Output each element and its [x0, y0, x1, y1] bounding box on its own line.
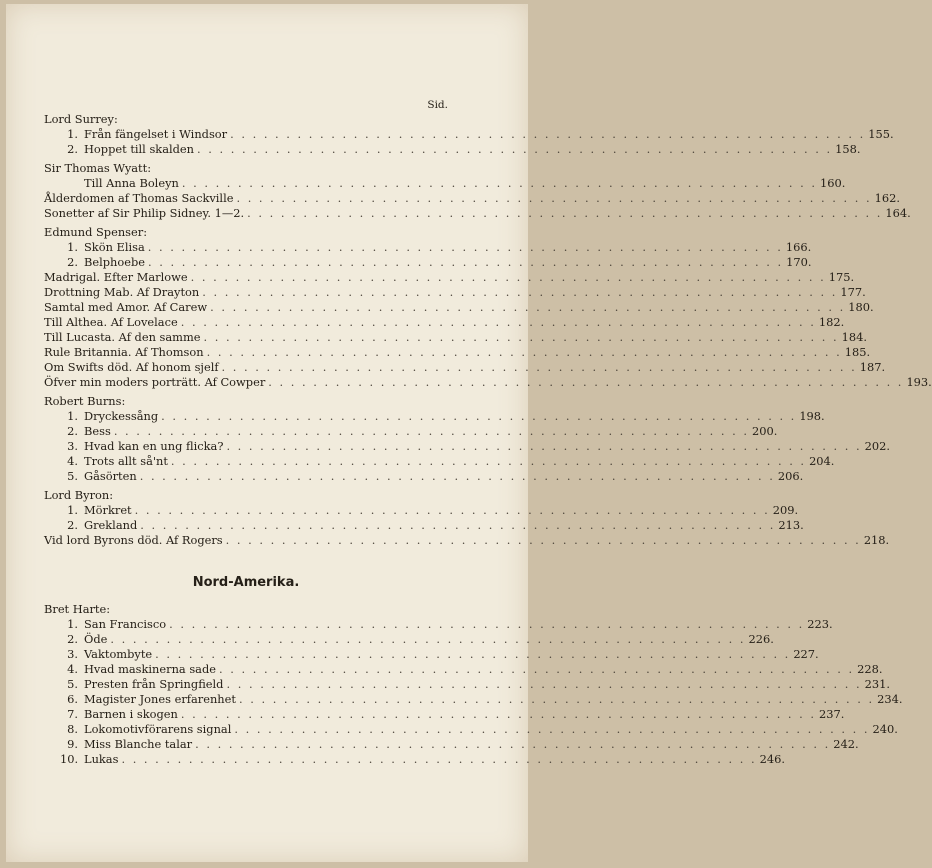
- toc-entry: [44, 632, 774, 647]
- entry-title: Från fängelset i Windsor: [84, 127, 228, 141]
- entry-title: Drottning Mab. Af Drayton: [44, 285, 200, 299]
- entry-number: 4.: [67, 662, 78, 676]
- section-heading: Nord-Amerika.: [192, 575, 300, 590]
- dot-leader: . . . . . . . . . . . . . . . . . . . . . . . . . . . . . . . . . . . . . . . . . . . . . . . . . . . . . . . . .: [139, 469, 775, 483]
- page-number: 246.: [759, 752, 785, 766]
- page-number: 155.: [868, 127, 894, 141]
- page-number: 226.: [748, 632, 774, 646]
- page-number: 213.: [778, 518, 804, 532]
- entry-title: Hvad maskinerna sade: [84, 662, 216, 676]
- page-number: 237.: [819, 707, 845, 721]
- dot-leader: . . . . . . . . . . . . . . . . . . . . . . . . . . . . . . . . . . . . . . . . . . . . . . . . . . . . . . . . .: [147, 240, 783, 254]
- author-heading: Lord Surrey:: [44, 112, 118, 126]
- dot-leader: . . . . . . . . . . . . . . . . . . . . . . . . . . . . . . . . . . . . . . . . . . . . . . . . . . . . . . . . .: [181, 176, 817, 190]
- dot-leader: . . . . . . . . . . . . . . . . . . . . . . . . . . . . . . . . . . . . . . . . . . . . . . . . . . . . . . . . .: [225, 533, 861, 547]
- dot-leader: . . . . . . . . . . . . . . . . . . . . . . . . . . . . . . . . . . . . . . . . . . . . . . . . . . . . . . . . .: [140, 518, 776, 532]
- toc-entry: [44, 375, 932, 390]
- entry-number: 3.: [67, 647, 78, 661]
- dot-leader: . . . . . . . . . . . . . . . . . . . . . . . . . . . . . . . . . . . . . . . . . . . . . . . . . . . . . . . . .: [247, 206, 883, 220]
- dot-leader: . . . . . . . . . . . . . . . . . . . . . . . . . . . . . . . . . . . . . . . . . . . . . . . . . . . . . . . . .: [134, 503, 770, 517]
- toc-entry: [44, 409, 825, 424]
- page-number: 184.: [841, 330, 868, 344]
- toc-entry: [44, 255, 812, 270]
- toc-entry: [44, 240, 812, 255]
- toc-entry: [44, 345, 871, 360]
- toc-entry: [44, 191, 900, 206]
- dot-leader: . . . . . . . . . . . . . . . . . . . . . . . . . . . . . . . . . . . . . . . . . . . . . . . . . . . . . . . . .: [202, 285, 838, 299]
- dot-leader: . . . . . . . . . . . . . . . . . . . . . . . . . . . . . . . . . . . . . . . . . . . . . . . . . . . . . . . . .: [219, 662, 855, 676]
- sid-label: Sid.: [427, 99, 448, 111]
- entry-title: Dryckessång: [84, 409, 159, 423]
- entry-title: Rule Britannia. Af Thomson: [44, 345, 204, 359]
- book-page: [6, 4, 932, 862]
- author-heading: Lord Byron:: [44, 488, 114, 502]
- dot-leader: . . . . . . . . . . . . . . . . . . . . . . . . . . . . . . . . . . . . . . . . . . . . . . . . . . . . . . . . .: [221, 360, 857, 374]
- entry-number: 5.: [67, 677, 78, 691]
- toc-entry: [44, 737, 859, 752]
- entry-number: 9.: [67, 737, 78, 751]
- page-number: 227.: [793, 647, 819, 661]
- page-number: 242.: [833, 737, 859, 751]
- entry-title: Miss Blanche talar: [84, 737, 193, 751]
- page-number: 228.: [857, 662, 883, 676]
- dot-leader: . . . . . . . . . . . . . . . . . . . . . . . . . . . . . . . . . . . . . . . . . . . . . . . . . . . . . . . . .: [230, 127, 866, 141]
- page-number: 182.: [818, 315, 845, 329]
- entry-title: Trots allt så'nt: [84, 454, 168, 468]
- entry-title: Öfver min moders porträtt. Af Cowper: [44, 375, 266, 389]
- page-number: 234.: [877, 692, 903, 706]
- dot-leader: . . . . . . . . . . . . . . . . . . . . . . . . . . . . . . . . . . . . . . . . . . . . . . . . . . . . . . . . .: [161, 409, 797, 423]
- toc-entry: [44, 677, 890, 692]
- entry-title: Ålderdomen af Thomas Sackville: [44, 191, 234, 205]
- entry-title: Presten från Springfield: [84, 677, 224, 691]
- page-number: 223.: [807, 617, 833, 631]
- dot-leader: . . . . . . . . . . . . . . . . . . . . . . . . . . . . . . . . . . . . . . . . . . . . . . . . . . . . . . . . .: [203, 330, 839, 344]
- page-number: 231.: [864, 677, 890, 691]
- entry-title: Madrigal. Efter Marlowe: [44, 270, 188, 284]
- page-number: 162.: [874, 191, 900, 205]
- toc-entry: [44, 722, 898, 737]
- entry-number: 2.: [67, 255, 78, 269]
- page-number: 218.: [863, 533, 890, 547]
- page-number: 240.: [872, 722, 898, 736]
- page-number: 187.: [859, 360, 886, 374]
- entry-title: Barnen i skogen: [84, 707, 178, 721]
- dot-leader: . . . . . . . . . . . . . . . . . . . . . . . . . . . . . . . . . . . . . . . . . . . . . . . . . . . . . . . . .: [238, 692, 875, 706]
- dot-leader: . . . . . . . . . . . . . . . . . . . . . . . . . . . . . . . . . . . . . . . . . . . . . . . . . . . . . . . . .: [180, 707, 817, 721]
- entry-number: 6.: [67, 692, 78, 706]
- entry-title: Till Anna Boleyn: [84, 176, 179, 190]
- dot-leader: . . . . . . . . . . . . . . . . . . . . . . . . . . . . . . . . . . . . . . . . . . . . . . . . . . . . . . . . .: [169, 617, 805, 631]
- page-number: 160.: [820, 176, 846, 190]
- dot-leader: . . . . . . . . . . . . . . . . . . . . . . . . . . . . . . . . . . . . . . . . . . . . . . . . . . . . . . . . .: [210, 300, 846, 314]
- page-number: 175.: [828, 270, 855, 284]
- dot-leader: . . . . . . . . . . . . . . . . . . . . . . . . . . . . . . . . . . . . . . . . . . . . . . . . . . . . . . . . .: [226, 439, 862, 453]
- entry-title: Gåsörten: [84, 469, 137, 483]
- entry-number: 5.: [67, 469, 78, 483]
- toc-entry: [44, 518, 804, 533]
- toc-entry: [44, 206, 911, 221]
- page-number: 193.: [906, 375, 932, 389]
- toc-entry: [44, 503, 799, 518]
- toc-entry: [44, 176, 846, 191]
- page-number: 185.: [844, 345, 871, 359]
- entry-title: Sonetter af Sir Philip Sidney. 1—2.: [44, 206, 245, 220]
- entry-title: Grekland: [84, 518, 138, 532]
- toc-entry: [44, 617, 833, 632]
- entry-number: 7.: [67, 707, 78, 721]
- entry-title: Lokomotivförarens signal: [84, 722, 232, 736]
- page-number: 198.: [799, 409, 825, 423]
- page-number: 177.: [840, 285, 866, 299]
- entry-number: 1.: [67, 409, 78, 423]
- entry-title: Hvad kan en ung flicka?: [84, 439, 224, 453]
- page-number: 158.: [835, 142, 861, 156]
- author-heading: Sir Thomas Wyatt:: [44, 161, 152, 175]
- dot-leader: . . . . . . . . . . . . . . . . . . . . . . . . . . . . . . . . . . . . . . . . . . . . . . . . . . . . . . . . .: [170, 454, 807, 468]
- dot-leader: . . . . . . . . . . . . . . . . . . . . . . . . . . . . . . . . . . . . . . . . . . . . . . . . . . . . . . . . .: [236, 191, 872, 205]
- dot-leader: . . . . . . . . . . . . . . . . . . . . . . . . . . . . . . . . . . . . . . . . . . . . . . . . . . . . . . . . .: [206, 345, 842, 359]
- dot-leader: . . . . . . . . . . . . . . . . . . . . . . . . . . . . . . . . . . . . . . . . . . . . . . . . . . . . . . . . .: [113, 424, 749, 438]
- entry-number: 1.: [67, 503, 78, 517]
- entry-number: 1.: [67, 617, 78, 631]
- toc-entry: [44, 424, 778, 439]
- dot-leader: . . . . . . . . . . . . . . . . . . . . . . . . . . . . . . . . . . . . . . . . . . . . . . . . . . . . . . . . .: [234, 722, 870, 736]
- dot-leader: . . . . . . . . . . . . . . . . . . . . . . . . . . . . . . . . . . . . . . . . . . . . . . . . . . . . . . . . .: [197, 142, 833, 156]
- dot-leader: . . . . . . . . . . . . . . . . . . . . . . . . . . . . . . . . . . . . . . . . . . . . . . . . . . . . . . . . .: [121, 752, 757, 766]
- entry-title: Hoppet till skalden: [84, 142, 194, 156]
- entry-title: Lukas: [84, 752, 119, 766]
- entry-title: Till Althea. Af Lovelace: [44, 315, 178, 329]
- entry-number: 2.: [67, 632, 78, 646]
- entry-title: San Francisco: [84, 617, 167, 631]
- entry-title: Om Swifts död. Af honom sjelf: [44, 360, 219, 374]
- toc-entry: [44, 300, 874, 315]
- entry-title: Mörkret: [84, 503, 132, 517]
- entry-title: Skön Elisa: [84, 240, 145, 254]
- entry-title: Vaktombyte: [84, 647, 153, 661]
- dot-leader: . . . . . . . . . . . . . . . . . . . . . . . . . . . . . . . . . . . . . . . . . . . . . . . . . . . . . . . . .: [110, 632, 746, 646]
- toc-entry: [44, 315, 845, 330]
- toc-entry: [44, 439, 890, 454]
- page-number: 164.: [885, 206, 911, 220]
- entry-number: 1.: [67, 240, 78, 254]
- page-number: 202.: [864, 439, 890, 453]
- dot-leader: . . . . . . . . . . . . . . . . . . . . . . . . . . . . . . . . . . . . . . . . . . . . . . . . . . . . . . . . .: [180, 315, 816, 329]
- entry-number: 3.: [67, 439, 78, 453]
- toc-entry: [44, 752, 785, 767]
- table-of-contents: [44, 98, 932, 767]
- dot-leader: . . . . . . . . . . . . . . . . . . . . . . . . . . . . . . . . . . . . . . . . . . . . . . . . . . . . . . . . .: [195, 737, 831, 751]
- toc-entry: [44, 360, 886, 375]
- entry-number: 2.: [67, 142, 78, 156]
- page-number: 204.: [809, 454, 835, 468]
- toc-entry: [44, 662, 883, 677]
- entry-number: 2.: [67, 518, 78, 532]
- entry-number: 10.: [60, 752, 79, 766]
- dot-leader: . . . . . . . . . . . . . . . . . . . . . . . . . . . . . . . . . . . . . . . . . . . . . . . . . . . . . . . . .: [268, 375, 904, 389]
- dot-leader: . . . . . . . . . . . . . . . . . . . . . . . . . . . . . . . . . . . . . . . . . . . . . . . . . . . . . . . . .: [226, 677, 862, 691]
- toc-entry: [44, 285, 866, 300]
- toc-entry: [44, 647, 819, 662]
- page-number: 166.: [785, 240, 812, 254]
- author-heading: Robert Burns:: [44, 394, 126, 408]
- entry-title: Öde: [84, 632, 108, 646]
- dot-leader: . . . . . . . . . . . . . . . . . . . . . . . . . . . . . . . . . . . . . . . . . . . . . . . . . . . . . . . . .: [155, 647, 791, 661]
- dot-leader: . . . . . . . . . . . . . . . . . . . . . . . . . . . . . . . . . . . . . . . . . . . . . . . . . . . . . . . . .: [148, 255, 784, 269]
- entry-title: Samtal med Amor. Af Carew: [44, 300, 208, 314]
- toc-entry: [44, 454, 835, 469]
- author-heading: Bret Harte:: [44, 602, 111, 616]
- toc-entry: [44, 692, 903, 707]
- toc-entry: [44, 469, 804, 484]
- author-heading: Edmund Spenser:: [44, 225, 148, 239]
- page-number: 180.: [848, 300, 874, 314]
- dot-leader: . . . . . . . . . . . . . . . . . . . . . . . . . . . . . . . . . . . . . . . . . . . . . . . . . . . . . . . . .: [190, 270, 826, 284]
- toc-entry: [44, 270, 855, 285]
- toc-entry: [44, 707, 845, 722]
- toc-entry: [44, 330, 868, 345]
- page-number: 209.: [772, 503, 799, 517]
- entry-number: 2.: [67, 424, 78, 438]
- entry-number: 8.: [67, 722, 78, 736]
- page-number: 206.: [777, 469, 804, 483]
- entry-number: 4.: [67, 454, 78, 468]
- toc-entry: [44, 142, 861, 157]
- toc-entry: [44, 127, 894, 142]
- page-number: 200.: [751, 424, 778, 438]
- entry-title: Vid lord Byrons död. Af Rogers: [44, 533, 223, 547]
- entry-title: Belphoebe: [84, 255, 146, 269]
- entry-title: Till Lucasta. Af den samme: [44, 330, 201, 344]
- page-number: 170.: [786, 255, 812, 269]
- toc-entry: [44, 533, 890, 548]
- entry-title: Bess: [84, 424, 111, 438]
- entry-number: 1.: [67, 127, 78, 141]
- entry-title: Magister Jones erfarenhet: [84, 692, 236, 706]
